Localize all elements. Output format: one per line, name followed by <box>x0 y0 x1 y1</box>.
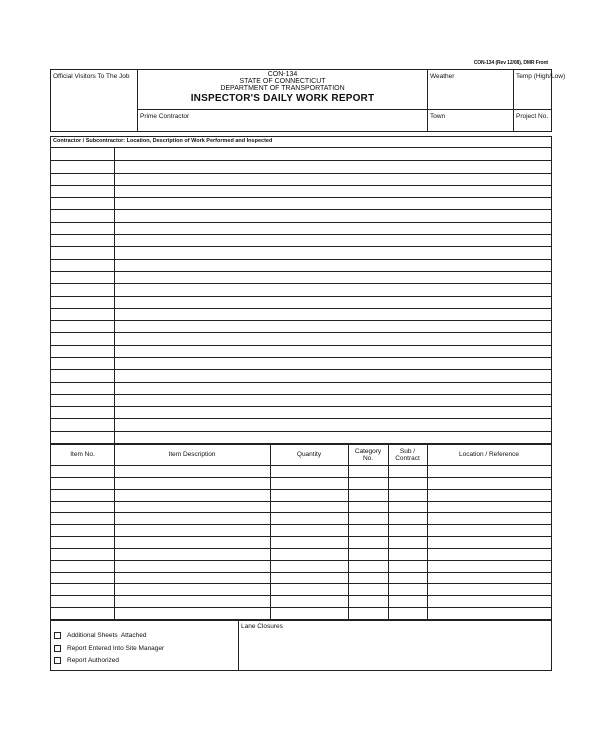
work-row-line <box>51 283 551 284</box>
work-row-line <box>51 369 551 370</box>
col-divider <box>114 445 115 619</box>
department-name: DEPARTMENT OF TRANSPORTATION <box>220 85 345 92</box>
col-item-no: Item No. <box>70 451 95 459</box>
work-row-line <box>51 197 551 198</box>
items-table <box>50 444 552 620</box>
title-block <box>138 70 428 110</box>
item-row-line <box>51 536 551 537</box>
work-row-line <box>51 160 551 161</box>
temp-label: Temp (High/Low) <box>516 73 566 80</box>
checkbox[interactable] <box>54 657 61 664</box>
col-item-description: Item Description <box>168 451 216 459</box>
item-row-line <box>51 560 551 561</box>
item-row-line <box>51 477 551 478</box>
work-row-line <box>51 234 551 235</box>
work-row-line <box>51 332 551 333</box>
item-row-line <box>51 512 551 513</box>
work-row-line <box>51 222 551 223</box>
work-row-line <box>51 259 551 260</box>
item-row-line <box>51 524 551 525</box>
item-row-line <box>51 548 551 549</box>
item-row-line <box>51 489 551 490</box>
visitors-label: Official Visitors To The Job <box>53 73 130 80</box>
work-row-line <box>51 296 551 297</box>
item-row-line <box>51 595 551 596</box>
checkbox-row-site-manager[interactable] <box>54 643 164 653</box>
col-location-reference: Location / Reference <box>459 451 519 459</box>
work-row-line <box>51 173 551 174</box>
work-performed-table <box>50 136 552 444</box>
lane-closures-label: Lane Closures <box>241 623 283 630</box>
col-divider <box>388 445 389 619</box>
bottom-block <box>50 620 552 671</box>
checkbox-label: Report Entered Into Site Manager <box>67 644 165 652</box>
town-label: Town <box>430 113 446 120</box>
item-row-line <box>51 572 551 573</box>
work-row-line <box>51 382 551 383</box>
prime-contractor-field[interactable] <box>138 110 428 131</box>
item-row-line <box>51 501 551 502</box>
project-label: Project No. <box>516 113 549 120</box>
checkbox-row-report-authorized[interactable] <box>54 655 119 665</box>
col-quantity: Quantity <box>296 451 322 459</box>
col-divider <box>348 445 349 619</box>
work-header: Contractor / Subcontractor: Location, Description of Work Performed and Inspected <box>51 137 551 148</box>
work-row-line <box>51 246 551 247</box>
temp-field[interactable] <box>514 70 566 110</box>
work-row-line <box>51 406 551 407</box>
checkbox-row-additional-sheets[interactable] <box>54 630 147 640</box>
col-divider <box>427 445 428 619</box>
work-row-line <box>51 394 551 395</box>
town-field[interactable] <box>428 110 514 131</box>
col-sub-contract: Sub / Contract <box>395 447 420 462</box>
state-name: STATE OF CONNECTICUT <box>239 78 326 85</box>
prime-contractor-label: Prime Contractor <box>140 113 190 120</box>
page-title: INSPECTOR'S DAILY WORK REPORT <box>190 93 375 104</box>
work-row-line <box>51 271 551 272</box>
visitors-field[interactable] <box>51 70 138 131</box>
checkbox[interactable] <box>54 645 61 652</box>
work-row-line <box>51 308 551 309</box>
weather-label: Weather <box>430 73 455 80</box>
checkbox-label: Report Authorized <box>67 656 120 664</box>
checkbox-group <box>51 621 239 670</box>
project-field[interactable] <box>514 110 551 131</box>
checkbox-label: Additional Sheets Attached <box>67 631 147 639</box>
work-row-line <box>51 357 551 358</box>
work-row-line <box>51 185 551 186</box>
form-id: CON-134 (Rev 12/08), DMR Front <box>473 60 548 66</box>
report-header <box>50 69 566 132</box>
col-category-no: Category No. <box>354 447 382 462</box>
work-row-line <box>51 320 551 321</box>
item-row-line <box>51 465 551 466</box>
col-divider <box>270 445 271 619</box>
work-row-line <box>51 431 551 432</box>
item-row-line <box>51 607 551 608</box>
work-row-line <box>51 418 551 419</box>
form-number: CON-134 <box>267 71 298 78</box>
weather-field[interactable] <box>428 70 514 110</box>
work-row-line <box>51 209 551 210</box>
work-row-line <box>51 345 551 346</box>
item-row-line <box>51 583 551 584</box>
checkbox[interactable] <box>54 632 61 639</box>
